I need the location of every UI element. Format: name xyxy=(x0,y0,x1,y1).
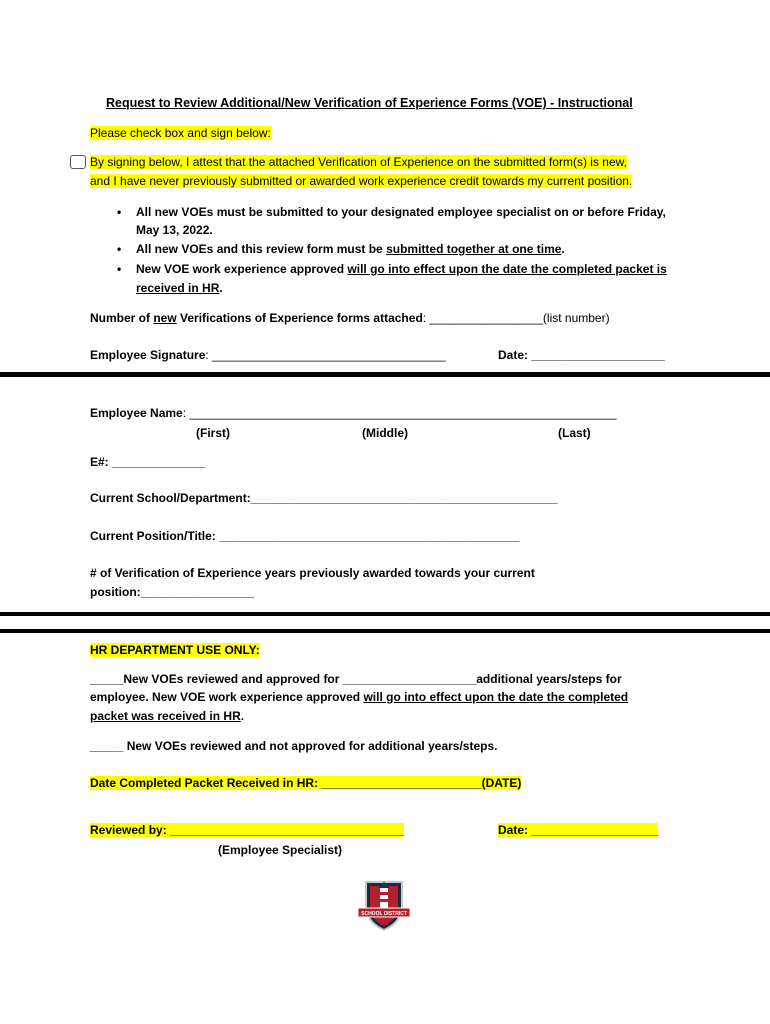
bullet-dot: • xyxy=(117,205,122,219)
previous-years-field[interactable]: position:_________________ xyxy=(90,585,255,599)
voe-count-field[interactable] xyxy=(90,311,610,325)
employee-specialist-label: (Employee Specialist) xyxy=(218,843,343,857)
previous-years-line-1: # of Verification of Experience years previously awarded towards your current xyxy=(90,566,535,580)
voe-count-new: new xyxy=(153,311,177,325)
hr-heading: HR DEPARTMENT USE ONLY: xyxy=(90,643,260,657)
attest-line-2: and I have never previously submitted or awarded work experience credit towards my current position. xyxy=(90,174,633,188)
bullet-2 xyxy=(136,242,565,256)
bullet-dot: • xyxy=(117,242,122,256)
attest-checkbox[interactable] xyxy=(70,155,86,169)
page-title: Request to Review Additional/New Verification of Experience Forms (VOE) - Instructional xyxy=(106,96,633,110)
school-department-field[interactable]: Current School/Department:______________________________________________ xyxy=(90,491,558,505)
bullet-3-text: New VOE work experience approved xyxy=(136,262,348,276)
logo-text: SCHOOL DISTRICT xyxy=(361,911,407,917)
voe-count-blank: : _________________(list number) xyxy=(422,311,610,325)
section-divider xyxy=(0,629,770,633)
hr-not-approved-field[interactable]: _____ New VOEs reviewed and not approved for additional years/steps. xyxy=(90,739,498,753)
attest-line-1: By signing below, I attest that the attached Verification of Experience on the submitted form(s) is new, xyxy=(90,155,627,169)
section-divider xyxy=(0,612,770,616)
bullet-2-emphasis: submitted together at one time xyxy=(386,242,562,256)
bullet-3-line-2 xyxy=(136,281,223,295)
section-divider xyxy=(0,372,770,377)
bullet-3-emphasis: will go into effect upon the date the completed packet is xyxy=(347,262,667,276)
voe-count-label: Number of xyxy=(90,311,154,325)
reviewed-date-field[interactable]: Date: ___________________ xyxy=(498,823,659,837)
signature-blank: : ___________________________________ xyxy=(205,348,446,362)
hr-approved-line-1[interactable]: _____New VOEs reviewed and approved for ____________________additional years/steps for xyxy=(90,672,622,686)
signature-label: Employee Signature xyxy=(90,348,206,362)
hr-approved-emphasis: will go into effect upon the date the completed xyxy=(363,690,629,704)
employee-name-label: Employee Name xyxy=(90,406,183,420)
name-middle-label: (Middle) xyxy=(362,426,408,440)
hr-date-received-field[interactable]: Date Completed Packet Received in HR: ________________________(DATE) xyxy=(90,776,522,790)
bullet-1-line-1: All new VOEs must be submitted to your designated employee specialist on or before Friday, xyxy=(136,205,666,219)
employee-name-blank: : ________________________________________________________________ xyxy=(182,406,617,420)
voe-count-label-end: Verifications of Experience forms attached xyxy=(176,311,423,325)
name-last-label: (Last) xyxy=(558,426,591,440)
district-logo xyxy=(356,876,412,932)
hr-approved-text: employee. New VOE work experience approved xyxy=(90,690,364,704)
position-title-field[interactable]: Current Position/Title: _____________________________________________ xyxy=(90,529,520,543)
signature-date-field[interactable]: Date: ____________________ xyxy=(498,348,665,362)
bullet-3-emphasis-2: received in HR xyxy=(136,281,220,295)
hr-approved-line-2 xyxy=(90,690,628,704)
bullet-1-line-2: May 13, 2022. xyxy=(136,223,213,237)
name-first-label: (First) xyxy=(196,426,230,440)
reviewed-by-field[interactable]: Reviewed by: ___________________________________ xyxy=(90,823,404,837)
employee-number-field[interactable]: E#: ______________ xyxy=(90,455,206,469)
bullet-dot: • xyxy=(117,262,122,276)
bullet-3-end: . xyxy=(219,281,223,295)
bullet-3-line-1 xyxy=(136,262,667,276)
hr-approved-end: . xyxy=(240,709,245,723)
bullet-2-text: All new VOEs and this review form must be xyxy=(136,242,387,256)
hr-approved-emphasis-2: packet was received in HR xyxy=(90,709,241,723)
hr-approved-line-3 xyxy=(90,709,244,723)
crest-icon xyxy=(356,876,412,932)
employee-name-field[interactable] xyxy=(90,406,617,420)
employee-signature-field[interactable] xyxy=(90,348,446,362)
bullet-2-end: . xyxy=(561,242,565,256)
check-instruction: Please check box and sign below: xyxy=(90,126,271,140)
